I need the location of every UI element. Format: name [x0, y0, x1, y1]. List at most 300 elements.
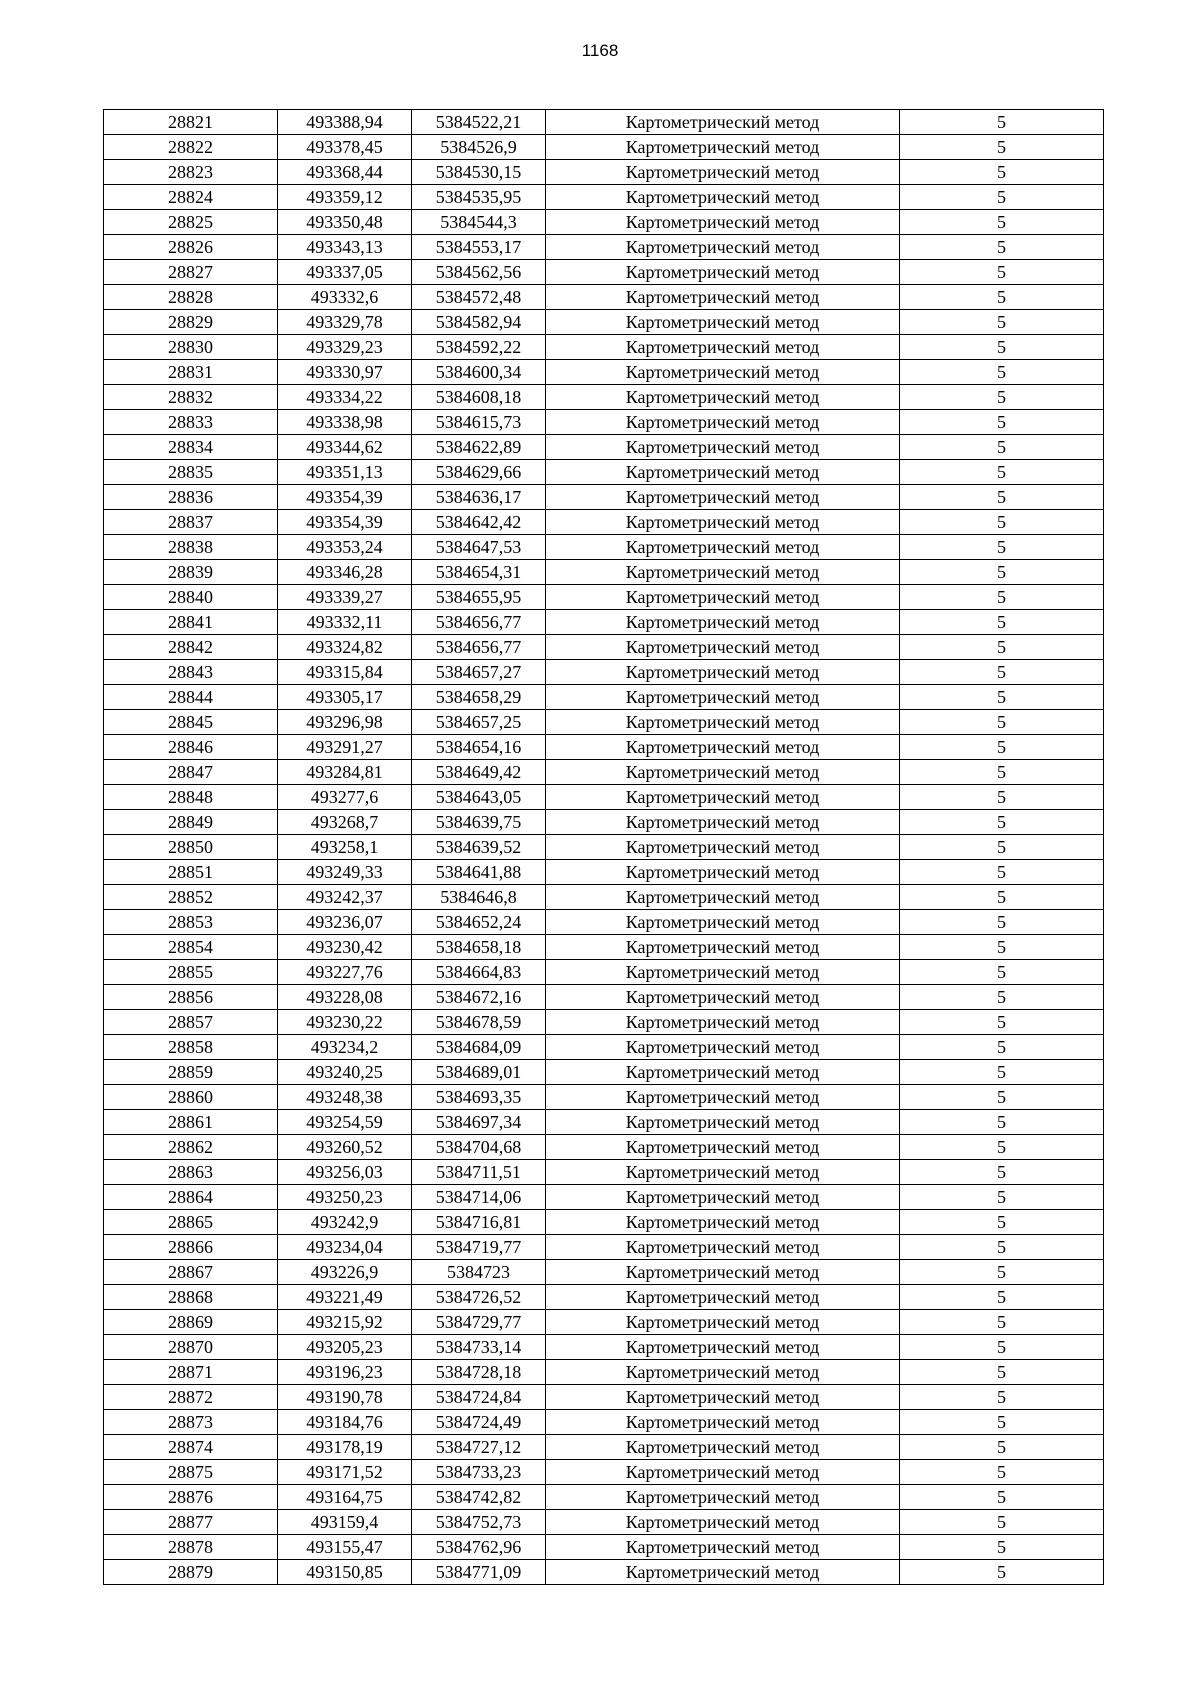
point-number-cell: 28858: [104, 1035, 278, 1060]
method-cell: Картометрический метод: [546, 185, 900, 210]
table-row: [104, 210, 1104, 235]
table-row: [104, 735, 1104, 760]
x-coordinate-cell: 493190,78: [278, 1385, 412, 1410]
x-coordinate-cell: 493250,23: [278, 1185, 412, 1210]
table-row: [104, 1235, 1104, 1260]
point-number-cell: 28878: [104, 1535, 278, 1560]
precision-cell: 5: [900, 910, 1104, 935]
method-cell: Картометрический метод: [546, 435, 900, 460]
x-coordinate-cell: 493234,04: [278, 1235, 412, 1260]
y-coordinate-cell: 5384724,49: [412, 1410, 546, 1435]
method-cell: Картометрический метод: [546, 660, 900, 685]
precision-cell: 5: [900, 285, 1104, 310]
method-cell: Картометрический метод: [546, 485, 900, 510]
precision-cell: 5: [900, 585, 1104, 610]
method-cell: Картометрический метод: [546, 335, 900, 360]
point-number-cell: 28877: [104, 1510, 278, 1535]
point-number-cell: 28873: [104, 1410, 278, 1435]
x-coordinate-cell: 493196,23: [278, 1360, 412, 1385]
table-row: [104, 310, 1104, 335]
y-coordinate-cell: 5384582,94: [412, 310, 546, 335]
y-coordinate-cell: 5384658,18: [412, 935, 546, 960]
point-number-cell: 28826: [104, 235, 278, 260]
precision-cell: 5: [900, 485, 1104, 510]
table-row: [104, 460, 1104, 485]
point-number-cell: 28866: [104, 1235, 278, 1260]
point-number-cell: 28829: [104, 310, 278, 335]
method-cell: Картометрический метод: [546, 110, 900, 135]
table-row: [104, 635, 1104, 660]
precision-cell: 5: [900, 460, 1104, 485]
table-row: [104, 285, 1104, 310]
method-cell: Картометрический метод: [546, 760, 900, 785]
x-coordinate-cell: 493226,9: [278, 1260, 412, 1285]
point-number-cell: 28834: [104, 435, 278, 460]
method-cell: Картометрический метод: [546, 785, 900, 810]
method-cell: Картометрический метод: [546, 635, 900, 660]
x-coordinate-cell: 493330,97: [278, 360, 412, 385]
method-cell: Картометрический метод: [546, 910, 900, 935]
table-row: [104, 810, 1104, 835]
x-coordinate-cell: 493296,98: [278, 710, 412, 735]
table-row: [104, 1285, 1104, 1310]
table-row: [104, 185, 1104, 210]
precision-cell: 5: [900, 785, 1104, 810]
x-coordinate-cell: 493346,28: [278, 560, 412, 585]
y-coordinate-cell: 5384716,81: [412, 1210, 546, 1235]
x-coordinate-cell: 493368,44: [278, 160, 412, 185]
point-number-cell: 28828: [104, 285, 278, 310]
table-row: [104, 235, 1104, 260]
y-coordinate-cell: 5384697,34: [412, 1110, 546, 1135]
precision-cell: 5: [900, 260, 1104, 285]
y-coordinate-cell: 5384658,29: [412, 685, 546, 710]
method-cell: Картометрический метод: [546, 985, 900, 1010]
method-cell: Картометрический метод: [546, 735, 900, 760]
point-number-cell: 28865: [104, 1210, 278, 1235]
table-row: [104, 860, 1104, 885]
method-cell: Картометрический метод: [546, 310, 900, 335]
precision-cell: 5: [900, 435, 1104, 460]
method-cell: Картометрический метод: [546, 1360, 900, 1385]
table-row: [104, 1210, 1104, 1235]
y-coordinate-cell: 5384553,17: [412, 235, 546, 260]
method-cell: Картометрический метод: [546, 1385, 900, 1410]
table-row: [104, 835, 1104, 860]
method-cell: Картометрический метод: [546, 1460, 900, 1485]
y-coordinate-cell: 5384641,88: [412, 860, 546, 885]
precision-cell: 5: [900, 1010, 1104, 1035]
x-coordinate-cell: 493230,22: [278, 1010, 412, 1035]
y-coordinate-cell: 5384646,8: [412, 885, 546, 910]
y-coordinate-cell: 5384771,09: [412, 1560, 546, 1585]
point-number-cell: 28867: [104, 1260, 278, 1285]
x-coordinate-cell: 493236,07: [278, 910, 412, 935]
x-coordinate-cell: 493230,42: [278, 935, 412, 960]
method-cell: Картометрический метод: [546, 1235, 900, 1260]
table-row: [104, 585, 1104, 610]
method-cell: Картометрический метод: [546, 1110, 900, 1135]
method-cell: Картометрический метод: [546, 360, 900, 385]
point-number-cell: 28860: [104, 1085, 278, 1110]
x-coordinate-cell: 493150,85: [278, 1560, 412, 1585]
method-cell: Картометрический метод: [546, 210, 900, 235]
table-row: [104, 560, 1104, 585]
point-number-cell: 28874: [104, 1435, 278, 1460]
point-number-cell: 28868: [104, 1285, 278, 1310]
precision-cell: 5: [900, 1410, 1104, 1435]
x-coordinate-cell: 493315,84: [278, 660, 412, 685]
precision-cell: 5: [900, 160, 1104, 185]
method-cell: Картометрический метод: [546, 1010, 900, 1035]
table-row: [104, 1110, 1104, 1135]
precision-cell: 5: [900, 1560, 1104, 1585]
x-coordinate-cell: 493354,39: [278, 510, 412, 535]
method-cell: Картометрический метод: [546, 535, 900, 560]
point-number-cell: 28851: [104, 860, 278, 885]
x-coordinate-cell: 493249,33: [278, 860, 412, 885]
y-coordinate-cell: 5384526,9: [412, 135, 546, 160]
x-coordinate-cell: 493343,13: [278, 235, 412, 260]
precision-cell: 5: [900, 810, 1104, 835]
x-coordinate-cell: 493242,9: [278, 1210, 412, 1235]
coordinates-table-body: [104, 110, 1104, 1585]
point-number-cell: 28855: [104, 960, 278, 985]
precision-cell: 5: [900, 760, 1104, 785]
table-row: [104, 360, 1104, 385]
precision-cell: 5: [900, 1435, 1104, 1460]
y-coordinate-cell: 5384704,68: [412, 1135, 546, 1160]
point-number-cell: 28822: [104, 135, 278, 160]
precision-cell: 5: [900, 560, 1104, 585]
precision-cell: 5: [900, 1185, 1104, 1210]
point-number-cell: 28839: [104, 560, 278, 585]
table-row: [104, 1010, 1104, 1035]
table-row: [104, 985, 1104, 1010]
point-number-cell: 28847: [104, 760, 278, 785]
y-coordinate-cell: 5384654,16: [412, 735, 546, 760]
y-coordinate-cell: 5384726,52: [412, 1285, 546, 1310]
table-row: [104, 260, 1104, 285]
y-coordinate-cell: 5384655,95: [412, 585, 546, 610]
point-number-cell: 28849: [104, 810, 278, 835]
x-coordinate-cell: 493258,1: [278, 835, 412, 860]
table-row: [104, 410, 1104, 435]
y-coordinate-cell: 5384642,42: [412, 510, 546, 535]
precision-cell: 5: [900, 335, 1104, 360]
y-coordinate-cell: 5384693,35: [412, 1085, 546, 1110]
precision-cell: 5: [900, 510, 1104, 535]
x-coordinate-cell: 493228,08: [278, 985, 412, 1010]
table-row: [104, 1360, 1104, 1385]
y-coordinate-cell: 5384608,18: [412, 385, 546, 410]
y-coordinate-cell: 5384729,77: [412, 1310, 546, 1335]
x-coordinate-cell: 493291,27: [278, 735, 412, 760]
precision-cell: 5: [900, 685, 1104, 710]
method-cell: Картометрический метод: [546, 1310, 900, 1335]
table-row: [104, 110, 1104, 135]
y-coordinate-cell: 5384711,51: [412, 1160, 546, 1185]
method-cell: Картометрический метод: [546, 1035, 900, 1060]
method-cell: Картометрический метод: [546, 1260, 900, 1285]
method-cell: Картометрический метод: [546, 960, 900, 985]
table-row: [104, 785, 1104, 810]
method-cell: Картометрический метод: [546, 1410, 900, 1435]
x-coordinate-cell: 493350,48: [278, 210, 412, 235]
y-coordinate-cell: 5384719,77: [412, 1235, 546, 1260]
table-row: [104, 385, 1104, 410]
x-coordinate-cell: 493221,49: [278, 1285, 412, 1310]
precision-cell: 5: [900, 110, 1104, 135]
x-coordinate-cell: 493164,75: [278, 1485, 412, 1510]
x-coordinate-cell: 493359,12: [278, 185, 412, 210]
precision-cell: 5: [900, 735, 1104, 760]
precision-cell: 5: [900, 1360, 1104, 1385]
precision-cell: 5: [900, 610, 1104, 635]
precision-cell: 5: [900, 185, 1104, 210]
y-coordinate-cell: 5384657,25: [412, 710, 546, 735]
y-coordinate-cell: 5384762,96: [412, 1535, 546, 1560]
point-number-cell: 28824: [104, 185, 278, 210]
precision-cell: 5: [900, 710, 1104, 735]
method-cell: Картометрический метод: [546, 1435, 900, 1460]
x-coordinate-cell: 493256,03: [278, 1160, 412, 1185]
table-row: [104, 710, 1104, 735]
table-row: [104, 1160, 1104, 1185]
method-cell: Картометрический метод: [546, 135, 900, 160]
y-coordinate-cell: 5384689,01: [412, 1060, 546, 1085]
x-coordinate-cell: 493337,05: [278, 260, 412, 285]
y-coordinate-cell: 5384643,05: [412, 785, 546, 810]
y-coordinate-cell: 5384562,56: [412, 260, 546, 285]
point-number-cell: 28833: [104, 410, 278, 435]
table-row: [104, 610, 1104, 635]
table-row: [104, 1035, 1104, 1060]
y-coordinate-cell: 5384684,09: [412, 1035, 546, 1060]
table-row: [104, 335, 1104, 360]
point-number-cell: 28871: [104, 1360, 278, 1385]
table-row: [104, 1410, 1104, 1435]
precision-cell: 5: [900, 410, 1104, 435]
point-number-cell: 28843: [104, 660, 278, 685]
y-coordinate-cell: 5384723: [412, 1260, 546, 1285]
x-coordinate-cell: 493351,13: [278, 460, 412, 485]
x-coordinate-cell: 493178,19: [278, 1435, 412, 1460]
precision-cell: 5: [900, 885, 1104, 910]
method-cell: Картометрический метод: [546, 585, 900, 610]
method-cell: Картометрический метод: [546, 160, 900, 185]
x-coordinate-cell: 493354,39: [278, 485, 412, 510]
table-row: [104, 1535, 1104, 1560]
method-cell: Картометрический метод: [546, 560, 900, 585]
y-coordinate-cell: 5384522,21: [412, 110, 546, 135]
x-coordinate-cell: 493329,23: [278, 335, 412, 360]
precision-cell: 5: [900, 935, 1104, 960]
precision-cell: 5: [900, 535, 1104, 560]
table-row: [104, 1485, 1104, 1510]
x-coordinate-cell: 493159,4: [278, 1510, 412, 1535]
x-coordinate-cell: 493334,22: [278, 385, 412, 410]
table-row: [104, 1260, 1104, 1285]
x-coordinate-cell: 493277,6: [278, 785, 412, 810]
y-coordinate-cell: 5384600,34: [412, 360, 546, 385]
method-cell: Картометрический метод: [546, 710, 900, 735]
point-number-cell: 28841: [104, 610, 278, 635]
method-cell: Картометрический метод: [546, 610, 900, 635]
x-coordinate-cell: 493155,47: [278, 1535, 412, 1560]
point-number-cell: 28853: [104, 910, 278, 935]
point-number-cell: 28870: [104, 1335, 278, 1360]
page-number: 1168: [581, 41, 619, 60]
point-number-cell: 28836: [104, 485, 278, 510]
point-number-cell: 28857: [104, 1010, 278, 1035]
x-coordinate-cell: 493184,76: [278, 1410, 412, 1435]
point-number-cell: 28879: [104, 1560, 278, 1585]
x-coordinate-cell: 493242,37: [278, 885, 412, 910]
y-coordinate-cell: 5384639,52: [412, 835, 546, 860]
precision-cell: 5: [900, 1260, 1104, 1285]
table-row: [104, 435, 1104, 460]
point-number-cell: 28842: [104, 635, 278, 660]
y-coordinate-cell: 5384742,82: [412, 1485, 546, 1510]
method-cell: Картометрический метод: [546, 460, 900, 485]
x-coordinate-cell: 493344,62: [278, 435, 412, 460]
y-coordinate-cell: 5384672,16: [412, 985, 546, 1010]
precision-cell: 5: [900, 1460, 1104, 1485]
method-cell: Картометрический метод: [546, 1485, 900, 1510]
precision-cell: 5: [900, 1235, 1104, 1260]
method-cell: Картометрический метод: [546, 1535, 900, 1560]
x-coordinate-cell: 493378,45: [278, 135, 412, 160]
precision-cell: 5: [900, 1335, 1104, 1360]
y-coordinate-cell: 5384647,53: [412, 535, 546, 560]
table-row: [104, 935, 1104, 960]
point-number-cell: 28835: [104, 460, 278, 485]
table-row: [104, 1085, 1104, 1110]
x-coordinate-cell: 493215,92: [278, 1310, 412, 1335]
precision-cell: 5: [900, 985, 1104, 1010]
precision-cell: 5: [900, 860, 1104, 885]
precision-cell: 5: [900, 1085, 1104, 1110]
x-coordinate-cell: 493332,11: [278, 610, 412, 635]
table-row: [104, 135, 1104, 160]
precision-cell: 5: [900, 635, 1104, 660]
table-row: [104, 485, 1104, 510]
point-number-cell: 28832: [104, 385, 278, 410]
method-cell: Картометрический метод: [546, 1060, 900, 1085]
table-row: [104, 660, 1104, 685]
x-coordinate-cell: 493248,38: [278, 1085, 412, 1110]
point-number-cell: 28827: [104, 260, 278, 285]
method-cell: Картометрический метод: [546, 260, 900, 285]
method-cell: Картометрический метод: [546, 1560, 900, 1585]
table-row: [104, 160, 1104, 185]
x-coordinate-cell: 493332,6: [278, 285, 412, 310]
point-number-cell: 28848: [104, 785, 278, 810]
point-number-cell: 28850: [104, 835, 278, 860]
y-coordinate-cell: 5384654,31: [412, 560, 546, 585]
coordinates-table: [103, 109, 1104, 1585]
point-number-cell: 28846: [104, 735, 278, 760]
method-cell: Картометрический метод: [546, 385, 900, 410]
method-cell: Картометрический метод: [546, 885, 900, 910]
y-coordinate-cell: 5384656,77: [412, 610, 546, 635]
point-number-cell: 28859: [104, 1060, 278, 1085]
y-coordinate-cell: 5384622,89: [412, 435, 546, 460]
y-coordinate-cell: 5384535,95: [412, 185, 546, 210]
precision-cell: 5: [900, 1510, 1104, 1535]
method-cell: Картометрический метод: [546, 1135, 900, 1160]
point-number-cell: 28844: [104, 685, 278, 710]
table-row: [104, 885, 1104, 910]
point-number-cell: 28862: [104, 1135, 278, 1160]
point-number-cell: 28864: [104, 1185, 278, 1210]
y-coordinate-cell: 5384752,73: [412, 1510, 546, 1535]
x-coordinate-cell: 493284,81: [278, 760, 412, 785]
y-coordinate-cell: 5384592,22: [412, 335, 546, 360]
point-number-cell: 28821: [104, 110, 278, 135]
precision-cell: 5: [900, 235, 1104, 260]
point-number-cell: 28831: [104, 360, 278, 385]
method-cell: Картометрический метод: [546, 1510, 900, 1535]
precision-cell: 5: [900, 385, 1104, 410]
point-number-cell: 28863: [104, 1160, 278, 1185]
x-coordinate-cell: 493260,52: [278, 1135, 412, 1160]
table-row: [104, 1135, 1104, 1160]
method-cell: Картометрический метод: [546, 510, 900, 535]
point-number-cell: 28875: [104, 1460, 278, 1485]
table-row: [104, 1060, 1104, 1085]
precision-cell: 5: [900, 360, 1104, 385]
method-cell: Картометрический метод: [546, 935, 900, 960]
precision-cell: 5: [900, 660, 1104, 685]
table-row: [104, 1310, 1104, 1335]
y-coordinate-cell: 5384657,27: [412, 660, 546, 685]
x-coordinate-cell: 493324,82: [278, 635, 412, 660]
y-coordinate-cell: 5384615,73: [412, 410, 546, 435]
precision-cell: 5: [900, 1385, 1104, 1410]
precision-cell: 5: [900, 1210, 1104, 1235]
method-cell: Картометрический метод: [546, 235, 900, 260]
x-coordinate-cell: 493353,24: [278, 535, 412, 560]
y-coordinate-cell: 5384636,17: [412, 485, 546, 510]
precision-cell: 5: [900, 210, 1104, 235]
table-row: [104, 1335, 1104, 1360]
x-coordinate-cell: 493329,78: [278, 310, 412, 335]
table-row: [104, 1385, 1104, 1410]
method-cell: Картометрический метод: [546, 1085, 900, 1110]
method-cell: Картометрический метод: [546, 860, 900, 885]
table-row: [104, 1560, 1104, 1585]
method-cell: Картометрический метод: [546, 1160, 900, 1185]
precision-cell: 5: [900, 1035, 1104, 1060]
method-cell: Картометрический метод: [546, 1185, 900, 1210]
table-row: [104, 910, 1104, 935]
method-cell: Картометрический метод: [546, 685, 900, 710]
table-row: [104, 535, 1104, 560]
precision-cell: 5: [900, 960, 1104, 985]
x-coordinate-cell: 493254,59: [278, 1110, 412, 1135]
x-coordinate-cell: 493338,98: [278, 410, 412, 435]
table-row: [104, 760, 1104, 785]
table-row: [104, 960, 1104, 985]
y-coordinate-cell: 5384639,75: [412, 810, 546, 835]
precision-cell: 5: [900, 1535, 1104, 1560]
x-coordinate-cell: 493339,27: [278, 585, 412, 610]
method-cell: Картометрический метод: [546, 285, 900, 310]
precision-cell: 5: [900, 835, 1104, 860]
y-coordinate-cell: 5384733,23: [412, 1460, 546, 1485]
